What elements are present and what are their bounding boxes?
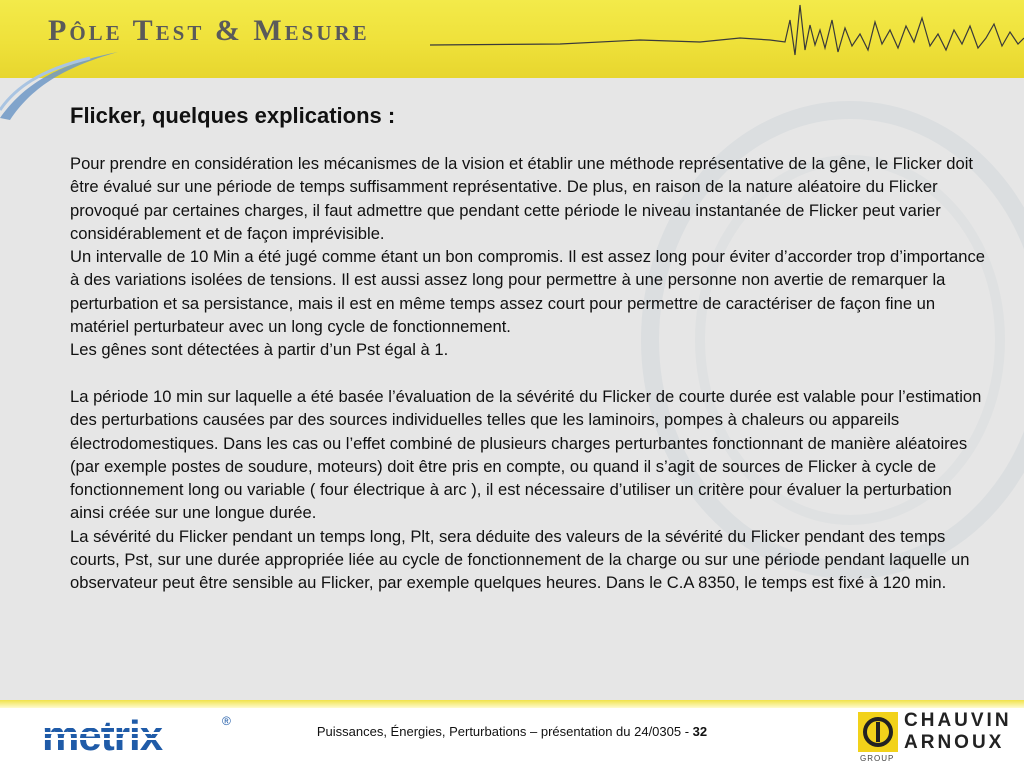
paragraph: La période 10 min sur laquelle a été basée l’évaluation de la sévérité du Flicker de courte durée est valable pour l’estimation des perturbations causées par des sources individuelles telles que les laminoirs, pompes à chaleurs ou appareils électrodomestiques. Dans les cas ou l’effet combiné de plusieurs charges perturbantes fonctionnant de manière aléatoires (par exemple postes de soudure, moteurs) doit être pris en compte, ou quand il s’agit de sources de Flicker à cycle de fonctionnement long ou variable ( four électrique à arc ), il est nécessaire d’utiliser un critère pour évaluer la perturbation ainsi créée sur une longue durée.: [70, 386, 982, 523]
ca-group-label: GROUP: [860, 754, 895, 763]
paragraph-gap: [70, 362, 990, 385]
registered-mark: ®: [222, 714, 231, 728]
ca-emblem-icon: [858, 712, 898, 752]
paragraph: Les gênes sont détectées à partir d’un Pst égal à 1.: [70, 340, 449, 360]
chauvin-arnoux-emblem: [858, 712, 898, 752]
slide-title: Flicker, quelques explications :: [70, 103, 396, 128]
paragraph: Un intervalle de 10 Min a été jugé comme étant un bon compromis. Il est assez long pour éviter d’accorder trop d’importance à des variations isolées de tensions. Il est aussi assez long pour permettre à une personne non avertie de remarquer la perturbation et sa persistance, mais il est en même temps assez court pour permettre de caractériser de façon fine un matériel perturbateur avec un long cycle de fonctionnement.: [70, 247, 985, 337]
paragraph: La sévérité du Flicker pendant un temps long, Plt, sera déduite des valeurs de la sévérité du Flicker pendant des temps courts, Pst, sur une durée appropriée liée au cycle de fonctionnement de la charge ou sur une période pendant laquelle un observateur peut être sensible au Flicker, par exemple quelques heures. Dans le C.A 8350, le temps est fixé à 120 min.: [70, 526, 970, 593]
header-title: Pôle Test & Mesure: [48, 14, 370, 47]
footer-divider: [0, 700, 1024, 708]
page-number: 32: [692, 724, 708, 739]
footer-caption-text: Puissances, Énergies, Perturbations – présentation du 24/0305 -: [316, 724, 693, 739]
ca-line2: ARNOUX: [904, 732, 1005, 753]
chauvin-arnoux-logo: [904, 710, 1012, 754]
paragraph: Pour prendre en considération les mécanismes de la vision et établir une méthode représentative de la gêne, le Flicker doit être évalué sur une période de temps suffisamment représentative. De plus, en raison de la nature aléatoire du Flicker provoqué par certaines charges, il faut admettre que pendant cette période le niveau instantanée de Flicker peut varier considérablement et de façon imprévisible.: [70, 154, 974, 243]
slide-body: [70, 152, 990, 595]
ca-line1: CHAUVIN: [904, 710, 1012, 731]
